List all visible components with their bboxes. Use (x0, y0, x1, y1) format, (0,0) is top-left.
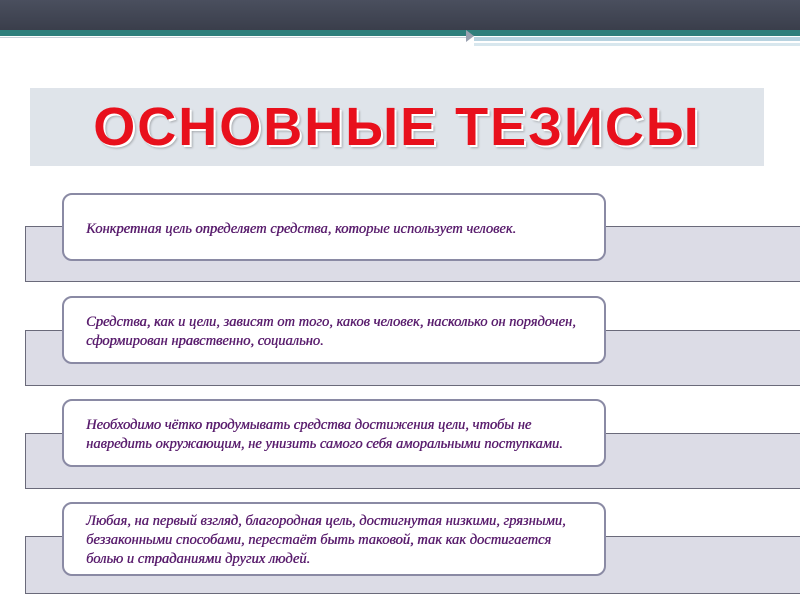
title-box (30, 88, 764, 166)
thesis-text-4: Любая, на первый взгляд, благородная цель, достигнутая низкими, грязными, беззаконными способами, перестаёт быть таковой, так как достигается болью и страданиями других людей. (86, 512, 566, 567)
accent-stripe-light (474, 43, 800, 46)
thesis-text-1: Конкретная цель определяет средства, которые использует человек. (86, 220, 517, 237)
thesis-text-3: Необходимо чётко продумывать средства достижения цели, чтобы не навредить окружающим, не унизить самого себя аморальными поступками. (86, 417, 563, 452)
slide-title: ОСНОВНЫЕ ТЕЗИСЫ (93, 97, 701, 157)
thesis-card-2 (62, 296, 606, 364)
triangle-arrow-icon (466, 30, 474, 42)
top-bar (0, 0, 800, 30)
teal-strip (0, 30, 800, 36)
divider-line (0, 37, 466, 38)
accent-stripe (474, 37, 800, 41)
thesis-card-3 (62, 399, 606, 467)
thesis-card-4 (62, 502, 606, 576)
thesis-card-1 (62, 193, 606, 261)
thesis-text-2: Средства, как и цели, зависят от того, каков человек, насколько он порядочен, сформирован нравственно, социально. (86, 314, 576, 349)
